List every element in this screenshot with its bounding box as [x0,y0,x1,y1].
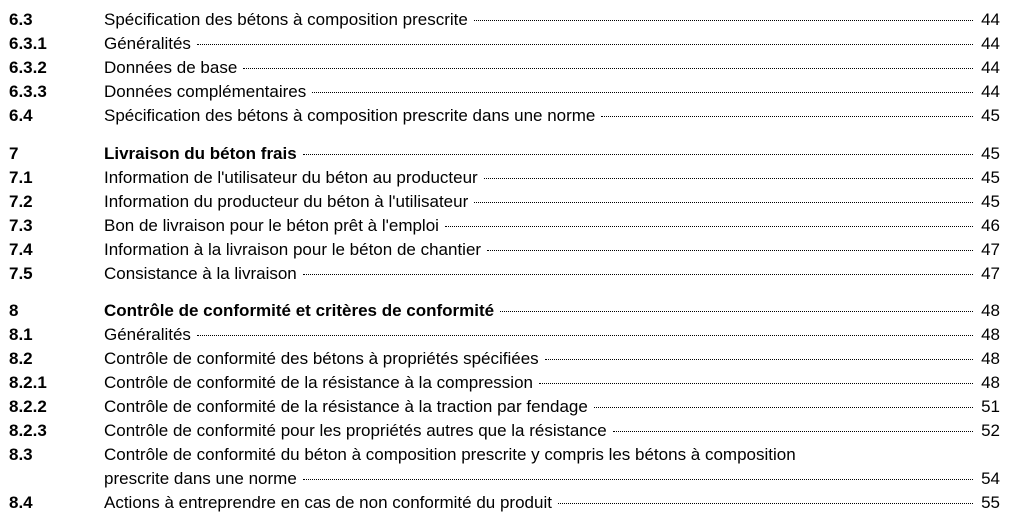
dot-leader [474,20,973,21]
section-title: Consistance à la livraison [104,264,297,283]
page-number: 46 [981,216,1000,235]
section-title: Données complémentaires [104,82,307,101]
dot-leader [474,202,973,203]
page-number: 47 [981,264,1000,283]
chapter-title: Livraison du béton frais [104,144,297,163]
section-title: Contrôle de conformité du béton à composition prescrite y compris les bétons à composition [104,445,796,464]
page-number: 55 [981,493,1000,512]
page-number: 45 [981,106,1000,125]
chapter-number: 8 [9,301,19,320]
dot-leader [613,431,973,432]
section-title: Bon de livraison pour le béton prêt à l'emploi [104,216,439,235]
section-title: Information à la livraison pour le béton de chantier [104,240,482,259]
section-number: 8.2.2 [9,397,47,416]
section-title: Contrôle de conformité de la résistance à la traction par fendage [104,397,588,416]
section-number: 8.2.1 [9,373,47,392]
toc-entry[interactable] [0,323,1000,347]
section-title: Contrôle de conformité de la résistance à la compression [104,373,533,392]
page-number: 45 [981,192,1000,211]
toc-entry-continuation[interactable] [0,467,1000,491]
section-title: Spécification des bétons à composition prescrite dans une norme [104,106,596,125]
dot-leader [594,407,973,408]
toc-entry[interactable] [0,166,1000,190]
section-title: Contrôle de conformité des bétons à propriétés spécifiées [104,349,539,368]
page-number: 48 [981,373,1000,392]
section-number: 7.4 [9,240,33,259]
page-number: 48 [981,325,1000,344]
toc-entry[interactable] [0,56,1000,80]
toc-entry[interactable] [0,80,1000,104]
page-number: 48 [981,349,1000,368]
section-title: Généralités [104,325,191,344]
dot-leader [197,44,973,45]
dot-leader [601,116,973,117]
dot-leader [539,383,973,384]
section-number: 6.3.1 [9,34,47,53]
section-number: 7.1 [9,168,33,187]
section-number: 7.2 [9,192,33,211]
toc-entry[interactable] [0,491,1000,515]
chapter-number: 7 [9,144,19,163]
dot-leader [303,274,973,275]
section-title: Contrôle de conformité pour les propriétés autres que la résistance [104,421,607,440]
dot-leader [558,503,973,504]
dot-leader [303,154,973,155]
toc-chapter-entry[interactable] [0,299,1000,323]
section-number: 6.3 [9,10,33,29]
section-title: Information du producteur du béton à l'utilisateur [104,192,469,211]
page-number: 45 [981,168,1000,187]
page-number: 44 [981,10,1000,29]
dot-leader [487,250,973,251]
page-number: 44 [981,82,1000,101]
page-number: 45 [981,144,1000,163]
toc-chapter-entry[interactable] [0,142,1000,166]
section-number: 7.5 [9,264,33,283]
page-number: 44 [981,58,1000,77]
section-number: 8.2 [9,349,33,368]
dot-leader [303,479,973,480]
dot-leader [445,226,973,227]
toc-entry[interactable] [0,104,1000,128]
page-number: 52 [981,421,1000,440]
section-title: Actions à entreprendre en cas de non conformité du produit [104,493,552,512]
section-number: 8.2.3 [9,421,47,440]
page-number: 44 [981,34,1000,53]
section-number: 8.4 [9,493,33,512]
page-number: 48 [981,301,1000,320]
section-number: 7.3 [9,216,33,235]
toc-entry-multiline[interactable] [0,443,1000,467]
toc-entry[interactable] [0,395,1000,419]
toc-entry[interactable] [0,371,1000,395]
dot-leader [243,68,973,69]
section-number: 6.4 [9,106,33,125]
dot-leader [500,311,973,312]
toc-entry[interactable] [0,32,1000,56]
section-number: 6.3.3 [9,82,47,101]
section-title: Données de base [104,58,238,77]
section-title: Spécification des bétons à composition prescrite [104,10,468,29]
dot-leader [545,359,973,360]
dot-leader [484,178,973,179]
toc-entry[interactable] [0,214,1000,238]
dot-leader [312,92,973,93]
toc-entry[interactable] [0,238,1000,262]
section-title-continuation: prescrite dans une norme [104,469,297,488]
toc-entry[interactable] [0,347,1000,371]
dot-leader [197,335,973,336]
section-title: Information de l'utilisateur du béton au producteur [104,168,478,187]
page-number: 54 [981,469,1000,488]
toc-entry[interactable] [0,419,1000,443]
section-title: Généralités [104,34,191,53]
section-number: 8.1 [9,325,33,344]
toc-entry[interactable] [0,8,1000,32]
toc-entry[interactable] [0,190,1000,214]
page-number: 51 [981,397,1000,416]
chapter-title: Contrôle de conformité et critères de conformité [104,301,495,320]
page-number: 47 [981,240,1000,259]
section-number: 6.3.2 [9,58,47,77]
section-number: 8.3 [9,445,33,464]
toc-entry[interactable] [0,262,1000,286]
